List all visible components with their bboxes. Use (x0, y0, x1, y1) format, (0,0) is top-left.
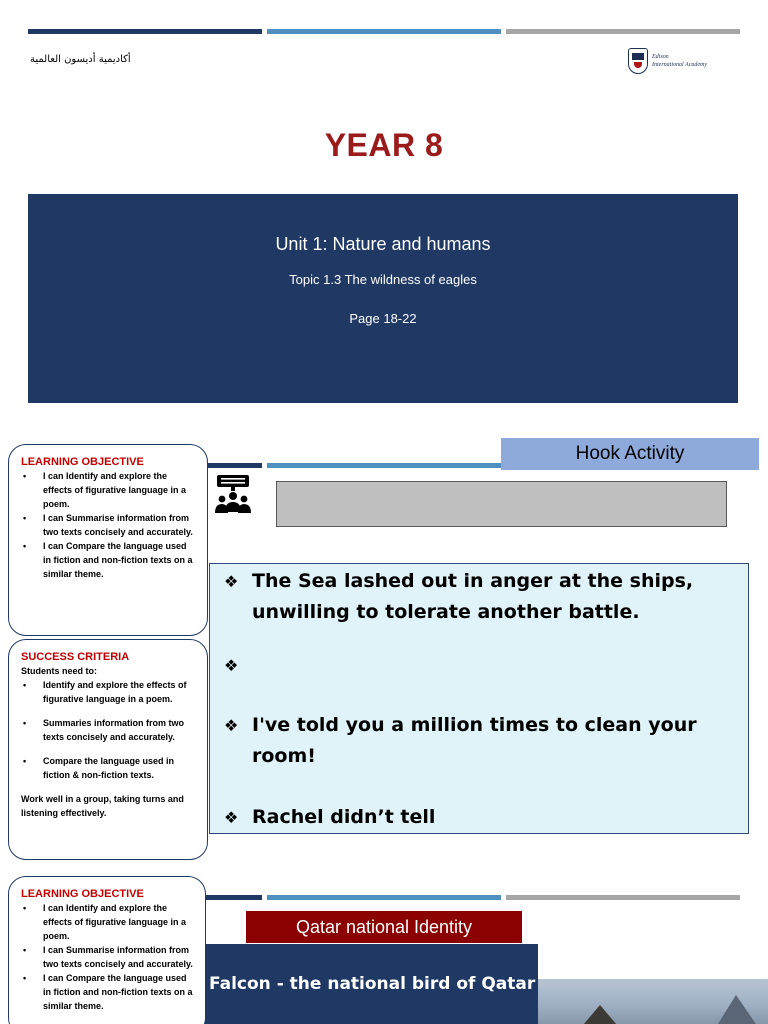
hook-sentence: ❖ The Sea lashed out in anger at the ships, unwilling to tolerate another battle. (224, 566, 734, 628)
list-item: • Compare the language used in fiction & non-fiction texts. (21, 754, 195, 782)
header-bar-grey (506, 29, 740, 34)
hook-answer-bar (276, 481, 727, 527)
header-bar-teal (267, 29, 501, 34)
success-criteria-intro: Students need to: (21, 666, 97, 676)
crest-icon (628, 48, 648, 74)
unit-banner (28, 194, 738, 403)
qatar-identity-label: Qatar national Identity (246, 911, 522, 943)
photo-mountain (716, 995, 758, 1024)
list-item: • Summaries information from two texts concisely and accurately. (21, 716, 195, 744)
diamond-bullet-icon: ❖ (224, 572, 239, 591)
school-logo (628, 48, 707, 74)
arabic-school-name: أكاديمية أديسون العالمية (30, 54, 131, 65)
success-criteria-box (8, 639, 208, 860)
list-item: • I can Summarise information from two texts concisely and accurately. (21, 511, 195, 539)
logo-text: Edison International Academy (652, 54, 708, 68)
learning-objective-box (8, 444, 208, 636)
slide3-bar-grey (506, 895, 740, 900)
unit-title: Unit 1: Nature and humans (275, 234, 491, 254)
topic-title: Topic 1.3 The wildness of eagles (289, 272, 477, 287)
list-item: • I can Identify and explore the effects of figurative language in a poem. (21, 469, 195, 511)
diamond-bullet-icon: ❖ (224, 656, 239, 675)
falcon-banner (205, 944, 538, 1024)
learning-objective-list (21, 901, 193, 1013)
diamond-bullet-icon: ❖ (224, 716, 239, 735)
photo-mountain (578, 1005, 622, 1024)
list-item: • I can Compare the language used in fiction and non-fiction texts on a similar theme. (21, 539, 195, 581)
hook-activity-label: Hook Activity (501, 438, 759, 470)
slide3-bar-teal (267, 895, 501, 900)
learning-objective-list (21, 469, 195, 581)
list-item: • I can Summarise information from two texts concisely and accurately. (21, 943, 193, 971)
landscape-photo (538, 979, 768, 1024)
header-bar-navy (28, 29, 262, 34)
learning-objective-box-slide3 (8, 876, 206, 1024)
hook-sentences-box (209, 563, 749, 834)
falcon-text: Falcon - the national bird of Qatar (209, 974, 536, 994)
success-criteria-list (21, 678, 195, 782)
page-range: Page 18-22 (349, 311, 417, 326)
year-title: YEAR 8 (324, 127, 444, 163)
learning-objective-title: LEARNING OBJECTIVE (21, 456, 144, 468)
hook-sentence: ❖ I've told you a million times to clean your room! (224, 710, 734, 772)
success-criteria-title: SUCCESS CRITERIA (21, 651, 130, 663)
hook-sentence: ❖ Rachel didn’t tell (224, 802, 734, 833)
diamond-bullet-icon: ❖ (224, 808, 239, 827)
list-item: • I can Identify and explore the effects of figurative language in a poem. (21, 901, 193, 943)
slide2-bar-teal (267, 463, 501, 468)
list-item: • Identify and explore the effects of figurative language in a poem. (21, 678, 195, 706)
group-discussion-icon (214, 474, 252, 514)
list-item: • I can Compare the language used in fiction and non-fiction texts on a similar theme. (21, 971, 193, 1013)
success-criteria-footer: Work well in a group, taking turns and listening effectively. (21, 794, 184, 818)
learning-objective-title: LEARNING OBJECTIVE (21, 888, 144, 900)
